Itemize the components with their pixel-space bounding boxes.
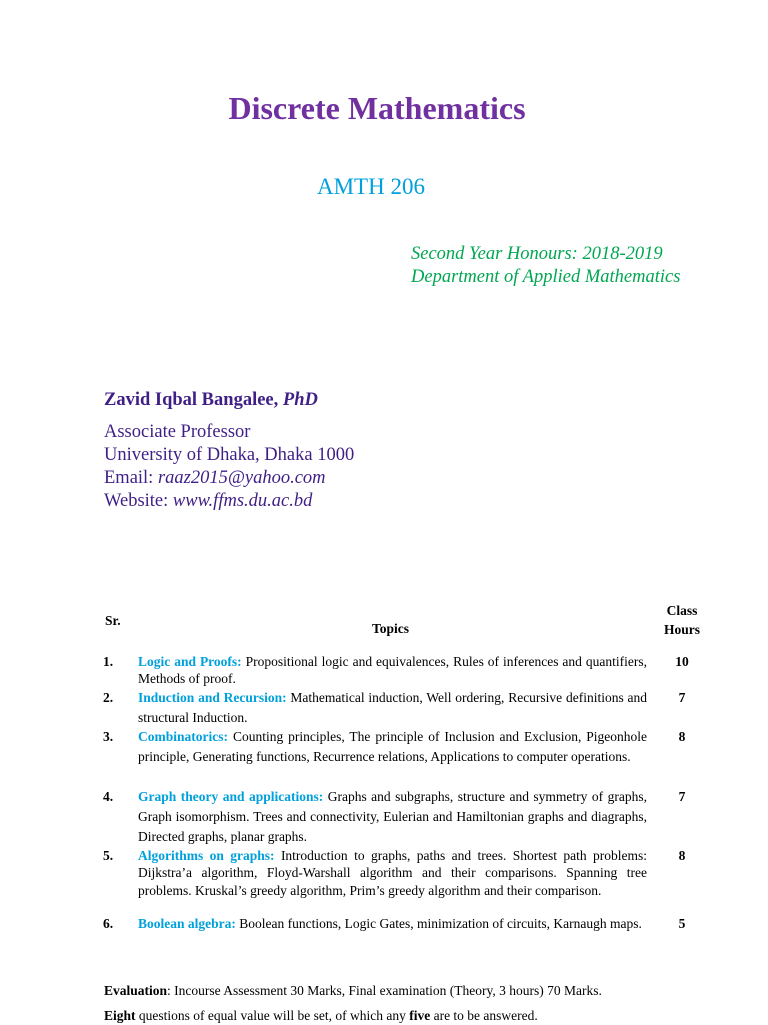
email-link[interactable]: raaz2015@yahoo.com [157, 468, 326, 488]
evaluation-label: Evaluation [104, 983, 168, 998]
row-number: 2. [103, 690, 114, 705]
row-hours: 7 [678, 789, 686, 804]
exam-text-part-2: are to be answered. [430, 1008, 538, 1023]
row-number: 5. [103, 848, 114, 863]
row-number: 1. [103, 654, 114, 669]
row-content [138, 653, 647, 687]
department: Department of Applied Mathematics [411, 267, 681, 287]
row-content [138, 688, 647, 728]
column-header-class-hours [651, 601, 713, 639]
academic-year: Second Year Honours: 2018-2019 [411, 244, 663, 264]
topic-description: Propositional logic and equivalences, Rules of inferences and quantifiers, Methods of proof. [138, 654, 647, 686]
column-header-sr: Sr. [105, 613, 121, 628]
topic-description: Graphs and subgraphs, structure and symmetry of graphs, Graph isomorphism. Trees and connectivity, Eulerian and Hamiltonian graphs and diagraphs, Directed graphs, planar graphs. [138, 789, 647, 844]
topic-name: Combinatorics: [138, 729, 228, 744]
evaluation-text: : Incourse Assessment 30 Marks, Final examination (Theory, 3 hours) 70 Marks. [167, 983, 602, 998]
email-label: Email: [104, 468, 154, 488]
topic-name: Boolean algebra: [138, 916, 236, 931]
row-content [138, 787, 647, 847]
row-hours: 8 [678, 848, 686, 863]
topic-description: Introduction to graphs, paths and trees. Shortest path problems: Dijkstra’a algorithm, Floyd-Warshall algorithm and their comparisons. Spanning tree problems. Kruskal’s greedy algorithm, Prim’s greedy algorithm and their comparison. [138, 848, 647, 898]
topic-name: Algorithms on graphs: [138, 848, 275, 863]
row-number: 4. [103, 789, 114, 804]
website-label: Website: [104, 491, 169, 511]
exam-text-part-1: questions of equal value will be set, of which any [135, 1008, 410, 1023]
eight-bold: Eight [104, 1008, 136, 1023]
row-hours: 7 [678, 690, 686, 705]
document-title: Discrete Mathematics [228, 90, 526, 126]
row-hours: 10 [675, 654, 689, 669]
website-link[interactable]: www.ffms.du.ac.bd [172, 491, 313, 511]
row-number: 6. [103, 916, 114, 931]
course-code: AMTH 206 [317, 174, 425, 199]
evaluation-line [104, 981, 602, 1000]
topic-name: Induction and Recursion: [138, 690, 287, 705]
row-content [138, 847, 647, 899]
instructor-university: University of Dhaka, Dhaka 1000 [104, 445, 355, 465]
instructor-name-line [104, 389, 318, 412]
row-content [138, 727, 647, 767]
instructor-degree: PhD [282, 390, 318, 410]
column-header-class: Class [666, 603, 698, 618]
topic-description: Mathematical induction, Well ordering, Recursive definitions and structural Induction. [138, 690, 647, 725]
row-hours: 5 [678, 916, 686, 931]
column-header-topics: Topics [372, 621, 410, 636]
instructor-position: Associate Professor [104, 422, 251, 442]
instructor-website-line [104, 490, 312, 513]
exam-instructions-line [104, 1006, 538, 1025]
row-number: 3. [103, 729, 114, 744]
column-header-hours: Hours [663, 622, 700, 637]
instructor-name: Zavid Iqbal Bangalee, [104, 390, 279, 410]
five-bold: five [409, 1008, 431, 1023]
topic-name: Logic and Proofs: [138, 654, 242, 669]
instructor-email-line [104, 467, 326, 490]
topic-description: Counting principles, The principle of Inclusion and Exclusion, Pigeonhole principle, Generating functions, Recurrence relations, Applications to computer operations. [138, 729, 648, 764]
topic-name: Graph theory and applications: [138, 789, 324, 804]
topic-description: Boolean functions, Logic Gates, minimization of circuits, Karnaugh maps. [239, 916, 642, 931]
row-content [138, 915, 647, 932]
row-hours: 8 [678, 729, 686, 744]
